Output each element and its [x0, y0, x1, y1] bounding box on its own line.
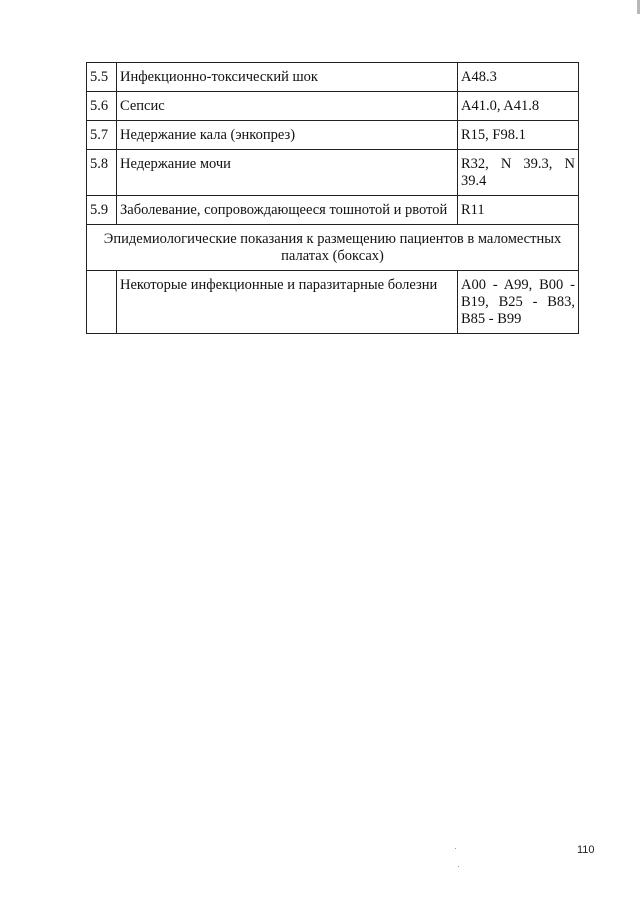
- row-icd-code: A48.3: [458, 63, 579, 92]
- row-description: Недержание мочи: [117, 150, 458, 196]
- row-description: Заболевание, сопровождающееся тошнотой и рвотой: [117, 196, 458, 225]
- row-number: 5.8: [87, 150, 117, 196]
- table-row: [87, 92, 579, 121]
- row-icd-code: R11: [458, 196, 579, 225]
- table-row: [87, 196, 579, 225]
- row-description: Инфекционно-токсический шок: [117, 63, 458, 92]
- row-description: Некоторые инфекционные и паразитарные болезни: [117, 271, 458, 334]
- row-number: 5.7: [87, 121, 117, 150]
- row-icd-code: R15, F98.1: [458, 121, 579, 150]
- row-description: Сепсис: [117, 92, 458, 121]
- table-row: [87, 121, 579, 150]
- table-row: [87, 150, 579, 196]
- row-icd-code: A00 - A99, B00 - B19, B25 - B83, B85 - B99: [458, 271, 579, 334]
- table-row: [87, 271, 579, 334]
- diagnosis-table: [86, 62, 579, 334]
- section-heading: Эпидемиологические показания к размещению пациентов в маломестных палатах (боксах): [87, 225, 579, 271]
- row-number: 5.6: [87, 92, 117, 121]
- page-number: 110: [577, 844, 595, 856]
- row-number: [87, 271, 117, 334]
- scan-speck: [458, 866, 459, 867]
- row-number: 5.9: [87, 196, 117, 225]
- row-number: 5.5: [87, 63, 117, 92]
- row-description: Недержание кала (энкопрез): [117, 121, 458, 150]
- table-row: [87, 63, 579, 92]
- row-icd-code: R32, N 39.3, N 39.4: [458, 150, 579, 196]
- row-icd-code: A41.0, A41.8: [458, 92, 579, 121]
- section-heading-row: [87, 225, 579, 271]
- scan-speck: [455, 848, 456, 849]
